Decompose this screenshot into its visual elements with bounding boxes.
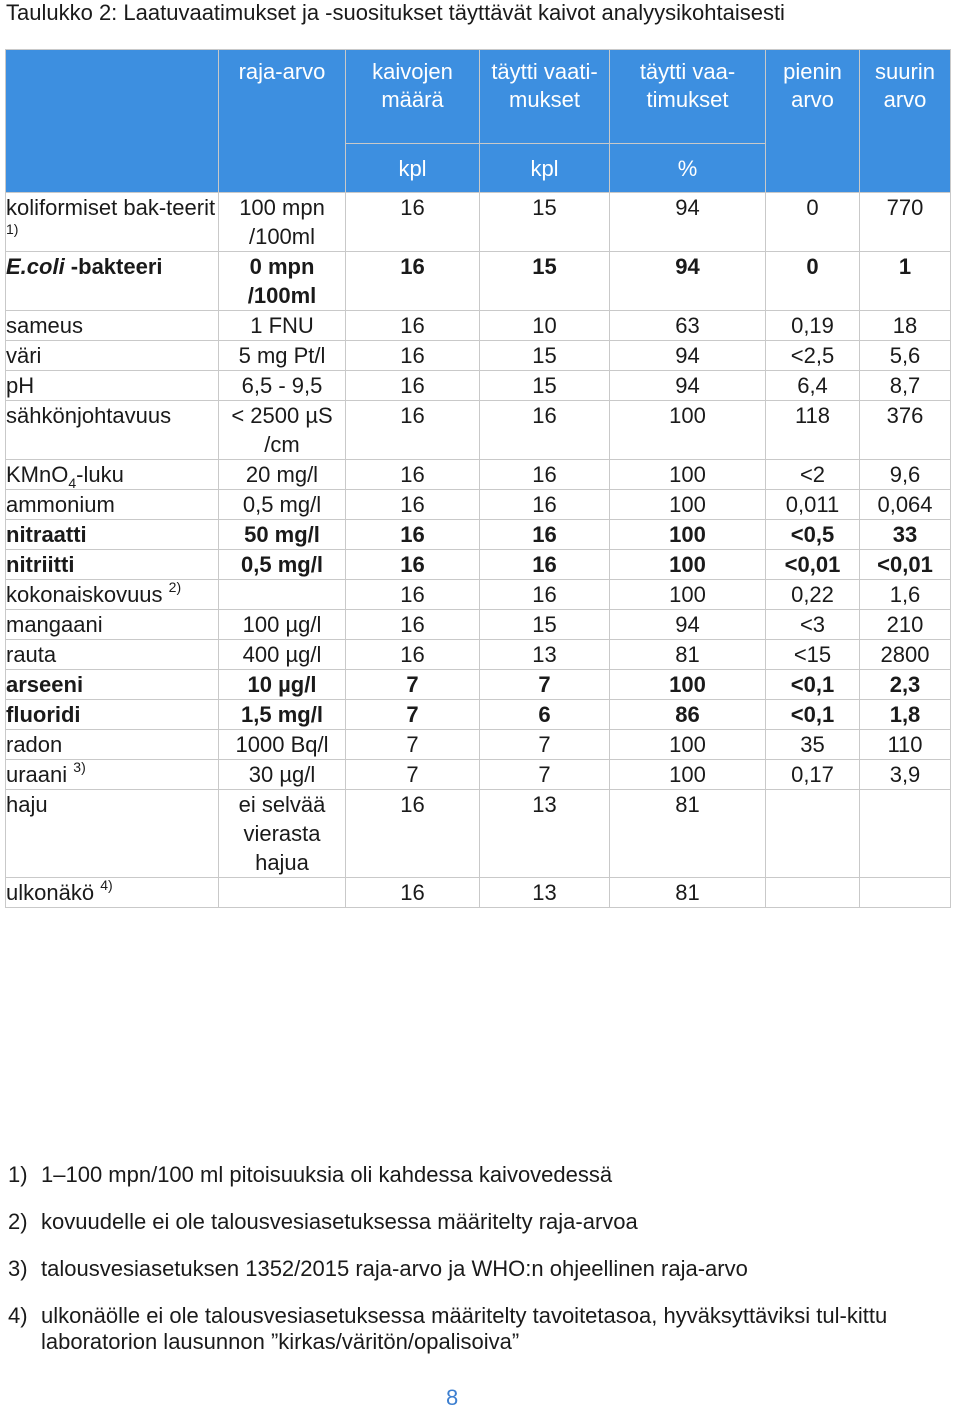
row-limit: 100 µg/l [219, 610, 346, 640]
footnote [8, 1303, 928, 1355]
row-passed: 15 [480, 193, 610, 252]
footnote-number: 1) [8, 1162, 28, 1187]
row-min: <0,5 [766, 520, 860, 550]
footnote-number: 3) [8, 1256, 28, 1281]
table-row [6, 670, 951, 700]
row-count: 16 [346, 252, 480, 311]
row-limit: 0,5 mg/l [219, 550, 346, 580]
row-limit: 0 mpn /100ml [219, 252, 346, 311]
row-count: 16 [346, 610, 480, 640]
row-count: 16 [346, 341, 480, 371]
table-row [6, 878, 951, 908]
table-row [6, 401, 951, 460]
row-name: rauta [6, 640, 219, 670]
footnote-text: 1–100 mpn/100 ml pitoisuuksia oli kahdessa kaivovedessä [41, 1162, 613, 1187]
row-min: <15 [766, 640, 860, 670]
row-passed: 6 [480, 700, 610, 730]
table-row [6, 252, 951, 311]
row-limit: 5 mg Pt/l [219, 341, 346, 371]
table-row [6, 580, 951, 610]
row-pct: 100 [610, 401, 766, 460]
row-count: 7 [346, 700, 480, 730]
footnote-ref: 4) [100, 877, 113, 893]
footnote-ref: 1) [6, 221, 19, 237]
footnote-number: 4) [8, 1303, 28, 1328]
row-min: 6,4 [766, 371, 860, 401]
row-passed: 13 [480, 640, 610, 670]
row-passed: 7 [480, 670, 610, 700]
table-row [6, 700, 951, 730]
table-row [6, 460, 951, 490]
row-pct: 100 [610, 760, 766, 790]
row-passed: 15 [480, 610, 610, 640]
row-pct: 100 [610, 490, 766, 520]
row-max: 1,8 [860, 700, 951, 730]
header-passed: täytti vaati-mukset [480, 50, 610, 144]
water-quality-table [5, 49, 951, 908]
unit-passed-pct: % [610, 144, 766, 193]
row-count: 7 [346, 760, 480, 790]
row-count: 16 [346, 371, 480, 401]
row-passed: 10 [480, 311, 610, 341]
row-pct: 81 [610, 878, 766, 908]
row-limit: 1 FNU [219, 311, 346, 341]
row-pct: 94 [610, 252, 766, 311]
table-row [6, 520, 951, 550]
header-empty-cell [6, 50, 219, 193]
row-max: 2,3 [860, 670, 951, 700]
row-name: arseeni [6, 670, 219, 700]
table-row [6, 760, 951, 790]
row-max: 0,064 [860, 490, 951, 520]
row-pct: 63 [610, 311, 766, 341]
row-max: 3,9 [860, 760, 951, 790]
unit-count: kpl [346, 144, 480, 193]
row-limit: ei selvää vierasta hajua [219, 790, 346, 878]
row-passed: 16 [480, 580, 610, 610]
row-count: 16 [346, 580, 480, 610]
table-row [6, 311, 951, 341]
footnote-ref: 2) [168, 579, 182, 595]
row-passed: 13 [480, 790, 610, 878]
header-row [6, 50, 951, 144]
row-min [766, 790, 860, 878]
row-limit: 50 mg/l [219, 520, 346, 550]
row-passed: 7 [480, 760, 610, 790]
row-min: 0 [766, 252, 860, 311]
row-passed: 16 [480, 550, 610, 580]
row-max: 1,6 [860, 580, 951, 610]
row-passed: 15 [480, 252, 610, 311]
row-passed: 16 [480, 460, 610, 490]
row-max: 18 [860, 311, 951, 341]
row-min: <0,01 [766, 550, 860, 580]
row-count: 16 [346, 193, 480, 252]
row-limit: 6,5 - 9,5 [219, 371, 346, 401]
row-count: 16 [346, 640, 480, 670]
row-count: 16 [346, 520, 480, 550]
row-min: <2 [766, 460, 860, 490]
row-min: 0 [766, 193, 860, 252]
row-name: uraani $^{3)}$ [6, 760, 219, 790]
row-min: 118 [766, 401, 860, 460]
row-pct: 81 [610, 640, 766, 670]
footnote [8, 1256, 928, 1282]
row-count: 16 [346, 550, 480, 580]
row-min: 0,19 [766, 311, 860, 341]
row-max: 8,7 [860, 371, 951, 401]
row-pct: 81 [610, 790, 766, 878]
row-name: mangaani [6, 610, 219, 640]
header-min: pienin arvo [766, 50, 860, 193]
row-max [860, 878, 951, 908]
row-name: sähkönjohtavuus [6, 401, 219, 460]
row-min: 0,011 [766, 490, 860, 520]
footnote [8, 1209, 928, 1235]
header-max: suurin arvo [860, 50, 951, 193]
row-limit: 1000 Bq/l [219, 730, 346, 760]
row-pct: 94 [610, 341, 766, 371]
row-passed: 7 [480, 730, 610, 760]
row-name: kokonaiskovuus $^{2)}$ [6, 580, 219, 610]
row-passed: 16 [480, 401, 610, 460]
row-max: <0,01 [860, 550, 951, 580]
table-row [6, 490, 951, 520]
row-count: 16 [346, 460, 480, 490]
row-name: haju [6, 790, 219, 878]
row-name: ulkonäkö $^{4)}$ [6, 878, 219, 908]
page-number: 8 [446, 1385, 459, 1410]
row-passed: 15 [480, 371, 610, 401]
row-pct: 100 [610, 670, 766, 700]
row-pct: 100 [610, 460, 766, 490]
row-min: <3 [766, 610, 860, 640]
row-limit: 1,5 mg/l [219, 700, 346, 730]
row-limit: 10 µg/l [219, 670, 346, 700]
row-limit: 400 µg/l [219, 640, 346, 670]
row-max: 376 [860, 401, 951, 460]
row-name: pH [6, 371, 219, 401]
table-row [6, 610, 951, 640]
table-row [6, 193, 951, 252]
row-min [766, 878, 860, 908]
row-max: 110 [860, 730, 951, 760]
row-name: radon [6, 730, 219, 760]
row-pct: 86 [610, 700, 766, 730]
row-limit: 100 mpn /100ml [219, 193, 346, 252]
row-name: nitraatti [6, 520, 219, 550]
footnote-text: ulkonäölle ei ole talousvesiasetuksessa määritelty tavoitetasoa, hyväksyttäviksi tul-kittu laboratorion lausunnon ”kirkas/väritön/opalisoiva” [41, 1303, 888, 1354]
table-row [6, 730, 951, 760]
row-max: 770 [860, 193, 951, 252]
row-max: 9,6 [860, 460, 951, 490]
row-passed: 13 [480, 878, 610, 908]
row-count: 7 [346, 670, 480, 700]
row-name: E.coli -bakteeri [6, 252, 219, 311]
row-max: 5,6 [860, 341, 951, 371]
row-limit: < 2500 µS /cm [219, 401, 346, 460]
row-max: 1 [860, 252, 951, 311]
footnote [8, 1162, 928, 1188]
row-passed: 16 [480, 490, 610, 520]
row-min: <2,5 [766, 341, 860, 371]
row-limit: 0,5 mg/l [219, 490, 346, 520]
row-passed: 15 [480, 341, 610, 371]
row-count: 16 [346, 490, 480, 520]
row-limit: 30 µg/l [219, 760, 346, 790]
table-caption: Taulukko 2: Laatuvaatimukset ja -suositukset täyttävät kaivot analyysikohtaisesti [6, 0, 785, 25]
row-name: koliformiset bak-teerit $^{1)}$ [6, 193, 219, 252]
row-count: 16 [346, 878, 480, 908]
row-pct: 100 [610, 730, 766, 760]
row-limit [219, 580, 346, 610]
row-min: 0,22 [766, 580, 860, 610]
row-count: 16 [346, 311, 480, 341]
footnote-ref: 3) [73, 759, 86, 775]
row-limit: 20 mg/l [219, 460, 346, 490]
row-pct: 94 [610, 371, 766, 401]
row-name: fluoridi [6, 700, 219, 730]
row-max: 2800 [860, 640, 951, 670]
footnote-text: talousvesiasetuksen 1352/2015 raja-arvo ja WHO:n ohjeellinen raja-arvo [41, 1256, 748, 1281]
row-max: 33 [860, 520, 951, 550]
row-pct: 100 [610, 580, 766, 610]
row-min: 0,17 [766, 760, 860, 790]
row-count: 16 [346, 790, 480, 878]
header-count: kaivojen määrä [346, 50, 480, 144]
row-count: 16 [346, 401, 480, 460]
row-passed: 16 [480, 520, 610, 550]
footnote-text: kovuudelle ei ole talousvesiasetuksessa määritelty raja-arvoa [41, 1209, 638, 1234]
row-name: nitriitti [6, 550, 219, 580]
row-min: <0,1 [766, 700, 860, 730]
footnote-number: 2) [8, 1209, 28, 1234]
table-row [6, 550, 951, 580]
row-limit [219, 878, 346, 908]
footnotes [8, 1162, 928, 1376]
row-name: ammonium [6, 490, 219, 520]
row-pct: 100 [610, 550, 766, 580]
header-limit: raja-arvo [219, 50, 346, 193]
row-name: KMnO$_4$-luku [6, 460, 219, 490]
table-row [6, 371, 951, 401]
row-min: <0,1 [766, 670, 860, 700]
row-pct: 94 [610, 193, 766, 252]
row-pct: 100 [610, 520, 766, 550]
table-row [6, 790, 951, 878]
row-max [860, 790, 951, 878]
row-name: väri [6, 341, 219, 371]
header-passed-pct: täytti vaa-timukset [610, 50, 766, 144]
row-pct: 94 [610, 610, 766, 640]
row-name: sameus [6, 311, 219, 341]
row-max: 210 [860, 610, 951, 640]
table-row [6, 640, 951, 670]
unit-passed: kpl [480, 144, 610, 193]
row-count: 7 [346, 730, 480, 760]
table-row [6, 341, 951, 371]
row-min: 35 [766, 730, 860, 760]
